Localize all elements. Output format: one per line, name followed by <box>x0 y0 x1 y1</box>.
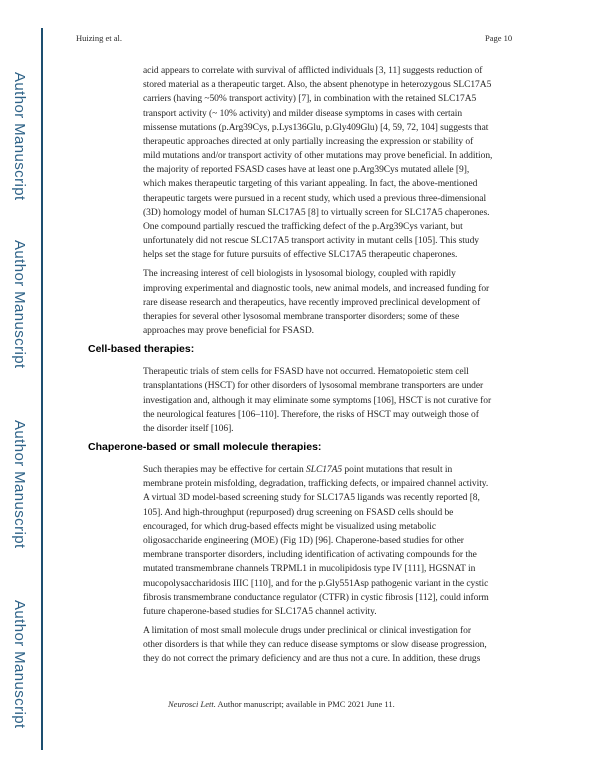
text-line: Therapeutic trials of stem cells for FSASD have not occurred. Hematopoietic stem cell <box>143 367 469 378</box>
text-line: the neurological features [106–110]. Therefore, the risks of HSCT may outweigh those of <box>143 409 479 420</box>
paragraph <box>143 624 556 667</box>
section-heading: Cell-based therapies: <box>88 343 195 356</box>
text-line: unfortunately did not rescue SLC17A5 transport activity in mutant cells [105]. This study <box>143 236 480 247</box>
text-line: The increasing interest of cell biologists in lysosomal biology, coupled with rapidly <box>143 269 456 280</box>
text-line: (3D) homology model of human SLC17A5 [8] to virtually screen for SLC17A5 chaperones. <box>143 207 490 218</box>
header-author: Huizing et al. <box>76 33 123 43</box>
text-line: membrane transporter disorders, including identification of activating compounds for the <box>143 550 477 561</box>
section-heading: Chaperone-based or small molecule therapies: <box>88 441 322 454</box>
text-line: Such therapies may be effective for certain SLC17A5 point mutations that result in <box>143 465 453 476</box>
text-line: therapeutic targets were pursued in a recent study, which used a previous three-dimensional <box>143 193 487 204</box>
text-line: mucopolysaccharidosis IIIC [110], and for the p.Gly551Asp pathogenic variant in the cystic <box>143 578 489 589</box>
text-line: 105]. And high-throughput (repurposed) drug screening on FSASD cells should be <box>143 507 454 518</box>
text-line: therapies for several other lysosomal membrane transporter disorders; some of these <box>143 311 460 322</box>
text-line: encouraged, for which drug-based effects might be visualized using metabolic <box>143 521 437 532</box>
footer-journal-name: Neurosci Lett. <box>168 699 216 709</box>
author-manuscript-watermark: Author Manuscript <box>11 600 28 729</box>
text-line: mutated transmembrane channels TRPML1 in mucolipidosis type IV [111], HGSNAT in <box>143 564 476 575</box>
text-line: membrane protein misfolding, degradation, trafficking defects, or impaired channel activity. <box>143 479 489 490</box>
text-line: missense mutations (p.Arg39Cys, p.Lys136Glu, p.Gly409Glu) [4, 59, 72, 104] suggests that <box>143 122 489 133</box>
text-line: A virtual 3D model-based screening study for SLC17A5 ligands was recently reported [8, <box>143 493 480 504</box>
author-manuscript-watermark: Author Manuscript <box>11 240 28 369</box>
paragraph <box>143 64 556 262</box>
paragraph <box>143 365 556 436</box>
text-line: the disorder itself [106]. <box>143 423 234 434</box>
text-line: future chaperone-based studies for SLC17A5 channel activity. <box>143 606 377 617</box>
body-column <box>88 64 556 672</box>
paragraph <box>143 463 556 619</box>
text-line: helps set the stage for future pursuits of effective SLC17A5 therapeutic chaperones. <box>143 250 458 261</box>
text-line: stored material as a therapeutic target. Also, the absent phenotype in heterozygous SLC17A5 <box>143 80 492 91</box>
text-line: which makes therapeutic targeting of this variant appealing. In fact, the above-mentioned <box>143 179 478 190</box>
text-line: One compound partially rescued the trafficking defect of the p.Arg39Cys variant, but <box>143 221 463 232</box>
text-line: A limitation of most small molecule drugs under preclinical or clinical investigation for <box>143 626 471 637</box>
text-line: transplantations (HSCT) for other disorders of lysosomal membrane transporters are under <box>143 381 484 392</box>
header-page-number: Page 10 <box>485 33 513 43</box>
text-line: fibrosis transmembrane conductance regulator (CTFR) in cystic fibrosis [112], could inform <box>143 592 489 603</box>
text-line: acid appears to correlate with survival of afflicted individuals [3, 11] suggests reduction of <box>143 66 483 76</box>
text-line: approaches may prove beneficial for FSASD. <box>143 326 314 337</box>
author-manuscript-watermark: Author Manuscript <box>11 72 28 201</box>
text-line: carriers (having ~50% transport activity) [7], in combination with the retained SLC17A5 <box>143 94 477 105</box>
text-line: investigation and, although it may eliminate some symptoms [106], HSCT is not curative for <box>143 395 492 406</box>
sidebar-rule <box>41 28 43 750</box>
text-line: oligosaccharide engineering (MOE) (Fig 1D) [96]. Chaperone-based studies for other <box>143 535 464 546</box>
text-line: therapeutic approaches directed at only partially increasing the expression or stability of <box>143 136 474 147</box>
text-line: improving experimental and diagnostic tools, new animal models, and increased funding for <box>143 283 490 294</box>
text-line: rare disease research and therapeutics, have recently improved preclinical development of <box>143 297 481 308</box>
text-line: other disorders is that while they can reduce disease symptoms or slow disease progression, <box>143 640 487 651</box>
text-line: they do not correct the primary deficiency and are thus not a cure. In addition, these drugs <box>143 654 481 665</box>
author-manuscript-watermark: Author Manuscript <box>11 420 28 549</box>
paragraph <box>143 267 556 338</box>
text-line: the majority of reported FSASD cases have at least one p.Arg39Cys mutated allele [9], <box>143 165 470 176</box>
text-line: mild mutations and/or transport activity of other mutations may prove beneficial. In addition, <box>143 151 493 162</box>
footer-citation-text: Author manuscript; available in PMC 2021 June 11. <box>215 699 395 709</box>
footer-citation <box>168 699 395 709</box>
text-line: transport activity (~ 10% activity) and milder disease symptoms in cases with certain <box>143 108 463 119</box>
